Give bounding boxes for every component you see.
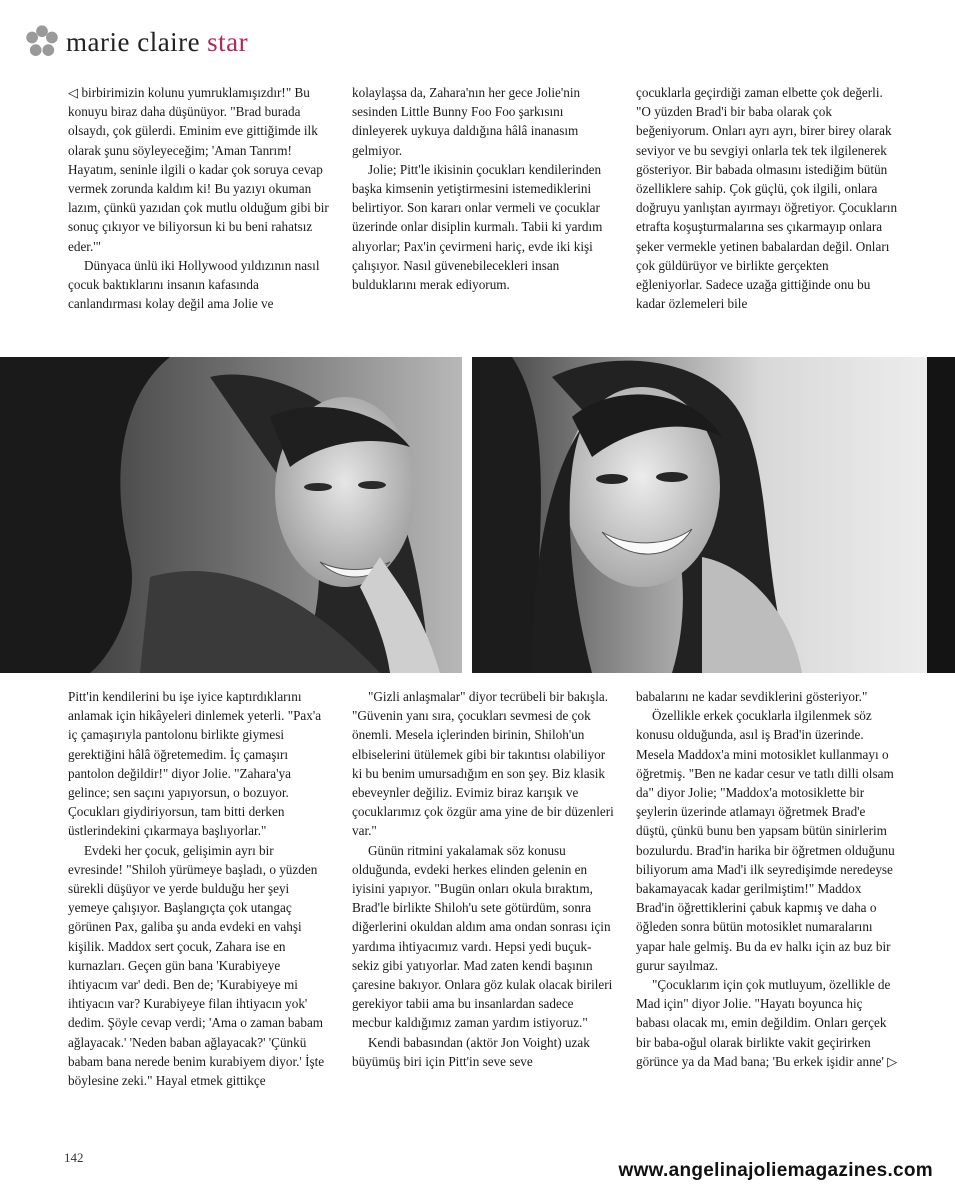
section-name: star: [207, 26, 249, 57]
paragraph: Özellikle erkek çocuklarla ilgilenmek söz konusu olduğunda, asıl iş Brad'in üzerinde. Mesela Maddox'a mini motosiklet kullanmayı o öğretmiş. "Ben ne kadar cesur ve tatlı dilli olsam da" diyor Jolie; "Maddox'a motosiklette bir şeylerin üzerinde atlamayı öğretmek Brad'e düştü, çünkü bunu ben yapsam bütün sinirlerim bozulurdu. Brad'in harika bir öğretmen olduğunu biliyorum ama Mad'i ilk seyredişimde neredeyse bakamayacak kadar gerilmiştim!" Maddox Brad'in öğrettiklerini çabuk kapmış ve daha o öğleden sonra bütün motosiklet numaralarını yapar hale gelmiş. Bu da ev halkı için az buz bir gurur sayılmaz.: [636, 708, 895, 973]
bottom-column-3: [636, 687, 898, 1127]
photo-strip: [0, 357, 955, 673]
paragraph: ◁ birbirimizin kolunu yumruklamışızdır!" Bu konuyu biraz daha düşünüyor. "Brad burada olsaydı, çok gülerdi. Eminim eve gittiğimde ilk olarak şunu söyleyeceğim; 'Aman Tanrım! Hayatım, seninle ilgili o kadar çok soruya cevap vermek zorunda kaldım ki! Bu yazıyı okuman lazım, çünkü yazıdan çok mutlu olduğum gibi bir sonuç çıkıyor ve biliyorsun ki bu beni rahatsız eder.'": [68, 85, 329, 254]
magazine-header: [24, 22, 248, 62]
watermark-url: www.angelinajoliemagazines.com: [618, 1160, 933, 1181]
paragraph: çocuklarla geçirdiği zaman elbette çok değerli. "O yüzden Brad'i bir baba olarak çok beğeniyorum. Onları ayrı ayrı, birer birey olarak seviyor ve bu sevgiyi onlarla tek tek ilgilenerek gösteriyor. Bir babada olmasını istediğim bütün özelliklere sahip. Çok güçlü, çok ilgili, onlara doğruyu yanlıştan ayırmayı öğretiyor. Çocukların etrafta koşuşturmalarına ses çıkarmayıp onlara şeker vermekle yetinen babalardan değil. Onları çok güldürüyor ve birlikte gerçekten eğleniyorlar. Sadece uzağa gittiğinde onu bu kadar özlemeleri bile: [636, 85, 898, 312]
paragraph: "Gizli anlaşmalar" diyor tecrübeli bir bakışla. "Güvenin yanı sıra, çocukları sevmesi de çok önemli. Mesela içlerinden birinin, Shiloh'un elbiselerini ütülemek gibi bir takıntısı olabiliyor ki bu benim umursadığım en son şey. Biz klasik ebeveynler değiliz. Evimiz biraz karışık ve çocuklarımız çok özgür ama yine de bir düzenleri var.": [352, 689, 614, 839]
portrait-left-image: [0, 357, 462, 673]
paragraph: Dünyaca ünlü iki Hollywood yıldızının nasıl çocuk baktıklarını insanın kafasında canlandırması kolay değil ama Jolie ve: [68, 257, 320, 312]
article-bottom-columns: [68, 687, 898, 1127]
portrait-photo-left: [0, 357, 462, 673]
bottom-column-2: [352, 687, 614, 1127]
paragraph: "Çocuklarım için çok mutluyum, özellikle de Mad için" diyor Jolie. "Hayatı boyunca hiç babası olacak mı, emin değildim. Onları gerçek bir baba-oğul olarak birlikte vakit geçirirken görünce ya da Mad bana; 'Bu erkek işidir anne' ▷: [636, 977, 898, 1069]
paragraph: Pitt'in kendilerini bu işe iyice kaptırdıklarını anlamak için hikâyeleri dinlemek yeterli. "Pax'a iç çamaşırıyla pantolonu birlikte giymesi gerektiğini hâlâ öğretemedim. İç çamaşırı pantolon değildir!" diyor Jolie. "Zahara'ya gelince; sen saçını yapıyorsun, o bozuyor. Çocukları giydiriyorsun, tam bitti derken üstlerindekini çıkarmaya başlıyorlar.": [68, 689, 322, 839]
paragraph: kolaylaşsa da, Zahara'nın her gece Jolie'nin sesinden Little Bunny Foo Foo şarkısını dinleyerek uykuya daldığına hâlâ inanasım gelmiyor.: [352, 85, 581, 158]
top-column-2: [352, 83, 614, 345]
portrait-right-image: [472, 357, 955, 673]
article-top-columns: [68, 83, 898, 345]
top-column-1: [68, 83, 330, 345]
portrait-photo-right: [472, 357, 955, 673]
brand-name: marie claire: [66, 26, 201, 57]
bottom-column-1: [68, 687, 330, 1127]
flower-logo-icon: [24, 24, 60, 60]
paragraph: babalarını ne kadar sevdiklerini gösteriyor.": [636, 689, 868, 704]
paragraph: Kendi babasından (aktör Jon Voight) uzak büyümüş biri için Pitt'in seve seve: [352, 1034, 590, 1069]
page-number: 142: [64, 1150, 84, 1165]
top-column-3: [636, 83, 898, 345]
paragraph: Evdeki her çocuk, gelişimin ayrı bir evresinde! "Shiloh yürümeye başladı, o yüzden sürekli düşüyor ve yerde bulduğu her şeyi yemeye çalışıyor. Başlangıçta çok utangaç görünen Pax, galiba şu anda evdeki en vahşi kişilik. Maddox sert çocuk, Zahara ise en kurnazları. Geçen gün bana 'Kurabiyeye ihtiyacım var' dedi. Ben de; 'Kurabiyeye mi ihtiyacın var? Kurabiyeye filan ihtiyacın yok' dedim. Şöyle cevap verdi; 'Ama o zaman babam ağlayacak.' 'Neden baban ağlayacak?' 'Çünkü babam bana nerede benim kurabiyem diyor.' İşte böylesine zeki." Hayal etmek gittikçe: [68, 842, 325, 1089]
paragraph: Günün ritmini yakalamak söz konusu olduğunda, evdeki herkes elinden gelenin en iyisini yapıyor. "Bugün onları okula bıraktım, Brad'le birlikte Shiloh'u sete götürdüm, sonra diğerlerini okuldan aldım ama ondan sonrası için yardıma ihtiyacımız vardı. Hepsi yedi buçuk-sekiz gibi yatıyorlar. Mad zaten kendi başının çaresine bakıyor. Onlara göz kulak olacak birileri gerekiyor tabii ama bu insanlardan sadece mecbur kaldığımız zaman yardım istiyoruz.": [352, 842, 613, 1031]
paragraph: Jolie; Pitt'le ikisinin çocukları kendilerinden başka kimsenin yetiştirmesini istemediklerini belirtiyor. Son kararı onlar vermeli ve çocuklar üzerinde onlar disiplin kurmalı. Tabii ki yardım alıyorlar; Pax'in çevirmeni hariç, evde iki kişi çalışıyor. Nasıl güvenebilecekleri insan bulduklarını merak ediyorum.: [352, 161, 603, 293]
